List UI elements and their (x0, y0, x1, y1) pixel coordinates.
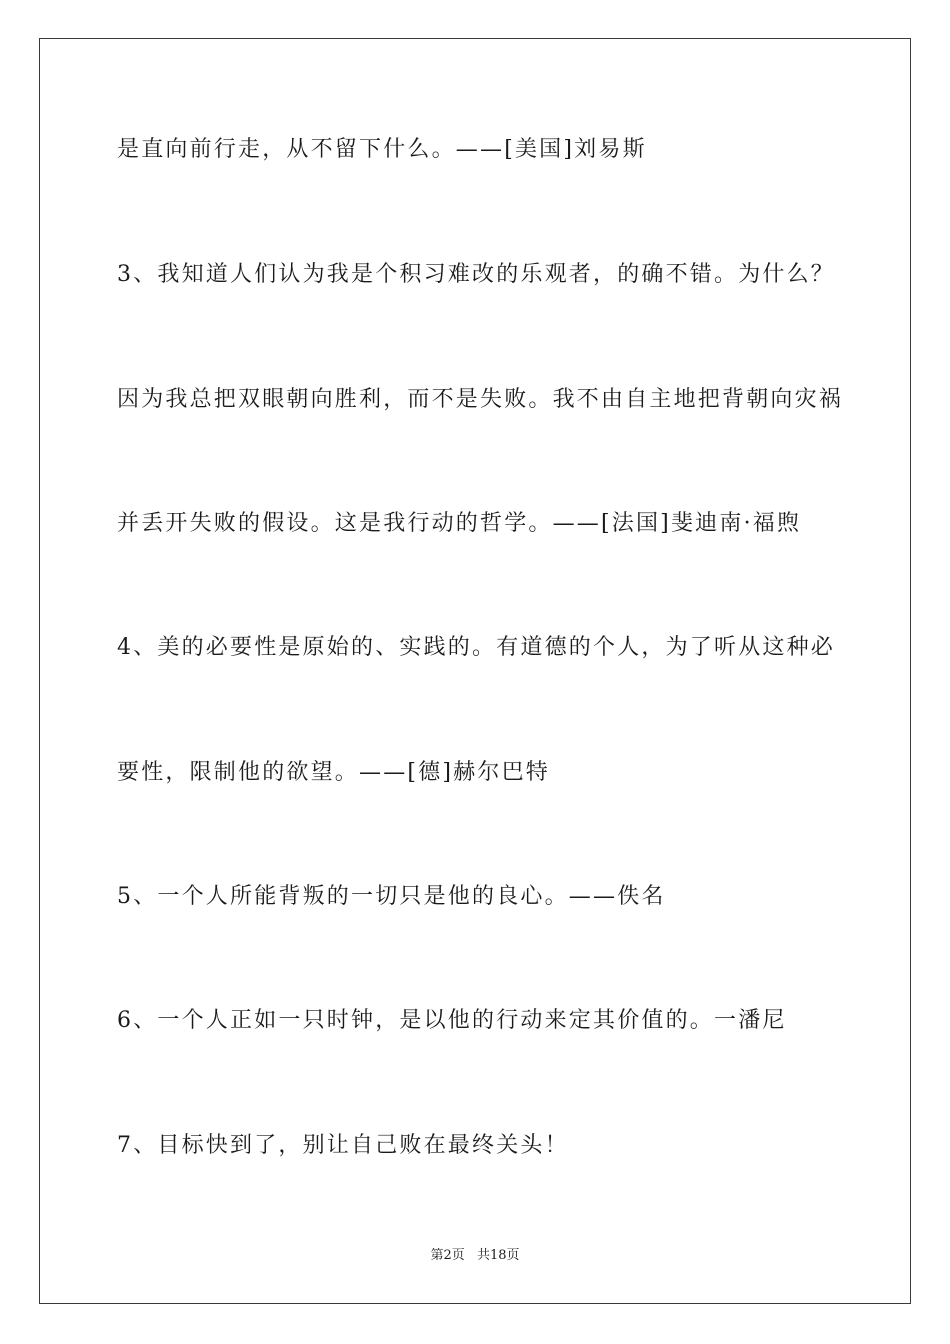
text-line-4: 并丢开失败的假设。这是我行动的哲学。——[法国]斐迪南·福煦 (117, 511, 802, 536)
text-line-8: 6、一个人正如一只时钟，是以他的行动来定其价值的。一潘尼 (117, 1008, 787, 1033)
text-line-2: 3、我知道人们认为我是个积习难改的乐观者，的确不错。为什么？ (117, 262, 835, 287)
text-line-7: 5、一个人所能背叛的一切只是他的良心。——佚名 (117, 884, 666, 909)
total-pages: 共18页 (476, 1248, 520, 1263)
text-line-3: 因为我总把双眼朝向胜利，而不是失败。我不由自主地把背朝向灾祸 (117, 387, 844, 412)
page-footer (0, 1247, 950, 1265)
text-line-6: 要性，限制他的欲望。——[德]赫尔巴特 (117, 760, 550, 785)
page-number: 第2页 (430, 1248, 465, 1263)
text-line-5: 4、美的必要性是原始的、实践的。有道德的个人，为了听从这种必 (117, 635, 835, 660)
text-line-1: 是直向前行走，从不留下什么。——[美国]刘易斯 (117, 137, 647, 162)
text-line-9: 7、目标快到了，别让自己败在最终关头！ (117, 1133, 569, 1158)
page-border (39, 38, 911, 1304)
